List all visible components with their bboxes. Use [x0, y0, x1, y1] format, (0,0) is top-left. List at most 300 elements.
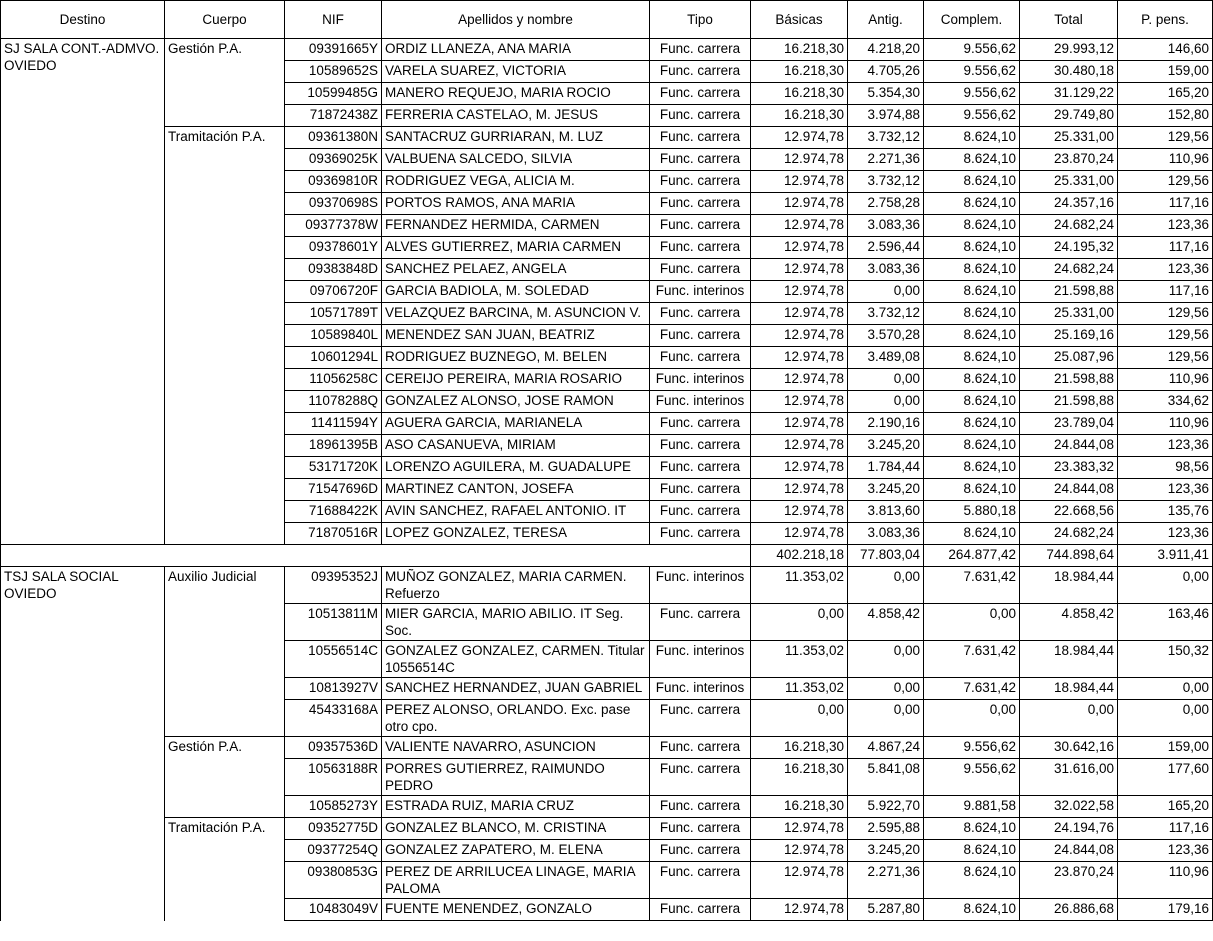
antig-cell: 4.867,24: [848, 737, 924, 759]
destino-cell: SJ SALA CONT.-ADMVO. OVIEDO: [1, 39, 165, 545]
table-row: [1, 818, 1213, 840]
complem-cell: 8.624,10: [924, 457, 1020, 479]
nombre-cell: GONZALEZ ZAPATERO, M. ELENA: [382, 840, 650, 862]
basicas-cell: 12.974,78: [751, 281, 848, 303]
basicas-cell: 0,00: [751, 700, 848, 737]
ppens-cell: 150,32: [1118, 641, 1213, 678]
tipo-cell: Func. carrera: [650, 604, 751, 641]
tipo-cell: Func. carrera: [650, 501, 751, 523]
nombre-cell: GARCIA BADIOLA, M. SOLEDAD: [382, 281, 650, 303]
col-nombre: Apellidos y nombre: [382, 1, 650, 39]
total-cell: 21.598,88: [1020, 281, 1118, 303]
complem-cell: 9.556,62: [924, 105, 1020, 127]
basicas-cell: 12.974,78: [751, 391, 848, 413]
complem-cell: 0,00: [924, 604, 1020, 641]
nombre-cell: ORDIZ LLANEZA, ANA MARIA: [382, 39, 650, 61]
total-cell: 25.331,00: [1020, 303, 1118, 325]
tipo-cell: Func. carrera: [650, 899, 751, 921]
basicas-cell: 16.218,30: [751, 759, 848, 796]
col-nif: NIF: [285, 1, 382, 39]
antig-cell: 5.922,70: [848, 796, 924, 818]
ppens-cell: 146,60: [1118, 39, 1213, 61]
total-cell: 31.616,00: [1020, 759, 1118, 796]
total-cell: 31.129,22: [1020, 83, 1118, 105]
ppens-cell: 129,56: [1118, 171, 1213, 193]
antig-cell: 3.245,20: [848, 479, 924, 501]
antig-cell: 3.489,08: [848, 347, 924, 369]
complem-cell: 8.624,10: [924, 171, 1020, 193]
cuerpo-cell: Gestión P.A.: [165, 39, 285, 127]
nombre-cell: MARTINEZ CANTON, JOSEFA: [382, 479, 650, 501]
complem-cell: 0,00: [924, 700, 1020, 737]
antig-cell: 4.218,20: [848, 39, 924, 61]
nombre-cell: VELAZQUEZ BARCINA, M. ASUNCION V.: [382, 303, 650, 325]
complem-cell: 8.624,10: [924, 862, 1020, 899]
complem-cell: 9.556,62: [924, 39, 1020, 61]
nif-cell: 09395352J: [285, 567, 382, 604]
complem-cell: 8.624,10: [924, 325, 1020, 347]
col-destino: Destino: [1, 1, 165, 39]
complem-cell: 8.624,10: [924, 899, 1020, 921]
tipo-cell: Func. carrera: [650, 840, 751, 862]
nombre-cell: VARELA SUAREZ, VICTORIA: [382, 61, 650, 83]
cuerpo-cell: Auxilio Judicial: [165, 567, 285, 737]
total-cell: 4.858,42: [1020, 604, 1118, 641]
nombre-cell: VALBUENA SALCEDO, SILVIA: [382, 149, 650, 171]
ppens-cell: 334,62: [1118, 391, 1213, 413]
nif-cell: 11056258C: [285, 369, 382, 391]
tipo-cell: Func. carrera: [650, 818, 751, 840]
total-cell: 24.195,32: [1020, 237, 1118, 259]
tipo-cell: Func. carrera: [650, 237, 751, 259]
nombre-cell: PEREZ DE ARRILUCEA LINAGE, MARIA PALOMA: [382, 862, 650, 899]
nombre-cell: FUENTE MENENDEZ, GONZALO: [382, 899, 650, 921]
nif-cell: 09378601Y: [285, 237, 382, 259]
nif-cell: 10589652S: [285, 61, 382, 83]
complem-cell: 8.624,10: [924, 523, 1020, 545]
ppens-cell: 110,96: [1118, 413, 1213, 435]
basicas-cell: 12.974,78: [751, 149, 848, 171]
basicas-cell: 0,00: [751, 604, 848, 641]
ppens-cell: 0,00: [1118, 567, 1213, 604]
nombre-cell: GONZALEZ GONZALEZ, CARMEN. Titular 10556514C: [382, 641, 650, 678]
antig-cell: 0,00: [848, 700, 924, 737]
tipo-cell: Func. carrera: [650, 127, 751, 149]
basicas-cell: 12.974,78: [751, 303, 848, 325]
tipo-cell: Func. carrera: [650, 523, 751, 545]
nombre-cell: FERRERIA CASTELAO, M. JESUS: [382, 105, 650, 127]
ppens-cell: 159,00: [1118, 61, 1213, 83]
complem-cell: 8.624,10: [924, 259, 1020, 281]
complem-cell: 8.624,10: [924, 840, 1020, 862]
nif-cell: 45433168A: [285, 700, 382, 737]
nif-cell: 71870516R: [285, 523, 382, 545]
basicas-cell: 12.974,78: [751, 127, 848, 149]
nif-cell: 10556514C: [285, 641, 382, 678]
nombre-cell: PORTOS RAMOS, ANA MARIA: [382, 193, 650, 215]
total-cell: 23.789,04: [1020, 413, 1118, 435]
nif-cell: 09357536D: [285, 737, 382, 759]
basicas-cell: 16.218,30: [751, 83, 848, 105]
basicas-cell: 12.974,78: [751, 171, 848, 193]
basicas-cell: 12.974,78: [751, 457, 848, 479]
nif-cell: 53171720K: [285, 457, 382, 479]
basicas-cell: 11.353,02: [751, 567, 848, 604]
complem-cell: 8.624,10: [924, 818, 1020, 840]
col-ppens: P. pens.: [1118, 1, 1213, 39]
table-body: [1, 39, 1213, 921]
ppens-cell: 98,56: [1118, 457, 1213, 479]
nif-cell: 10585273Y: [285, 796, 382, 818]
complem-cell: 5.880,18: [924, 501, 1020, 523]
total-cell: 24.194,76: [1020, 818, 1118, 840]
nif-cell: 10571789T: [285, 303, 382, 325]
total-cell: 23.870,24: [1020, 862, 1118, 899]
basicas-cell: 12.974,78: [751, 862, 848, 899]
total-cell: 24.844,08: [1020, 840, 1118, 862]
antig-cell: 3.732,12: [848, 171, 924, 193]
basicas-cell: 12.974,78: [751, 237, 848, 259]
tipo-cell: Func. carrera: [650, 61, 751, 83]
nif-cell: 09369025K: [285, 149, 382, 171]
antig-cell: 3.732,12: [848, 127, 924, 149]
tipo-cell: Func. carrera: [650, 39, 751, 61]
col-basicas: Básicas: [751, 1, 848, 39]
ppens-cell: 123,36: [1118, 523, 1213, 545]
nombre-cell: MANERO REQUEJO, MARIA ROCIO: [382, 83, 650, 105]
antig-cell: 0,00: [848, 281, 924, 303]
total-cell: 18.984,44: [1020, 678, 1118, 700]
nombre-cell: GONZALEZ BLANCO, M. CRISTINA: [382, 818, 650, 840]
ppens-cell: 110,96: [1118, 149, 1213, 171]
tipo-cell: Func. interinos: [650, 281, 751, 303]
totals-blank-cell: [382, 545, 650, 567]
complem-cell: 8.624,10: [924, 127, 1020, 149]
basicas-cell: 12.974,78: [751, 369, 848, 391]
ppens-cell: 129,56: [1118, 325, 1213, 347]
nif-cell: 11078288Q: [285, 391, 382, 413]
ppens-cell: 117,16: [1118, 281, 1213, 303]
nombre-cell: AVIN SANCHEZ, RAFAEL ANTONIO. IT: [382, 501, 650, 523]
tipo-cell: Func. carrera: [650, 347, 751, 369]
total-cell: 24.682,24: [1020, 523, 1118, 545]
nif-cell: 09706720F: [285, 281, 382, 303]
antig-cell: 2.758,28: [848, 193, 924, 215]
nombre-cell: LORENZO AGUILERA, M. GUADALUPE: [382, 457, 650, 479]
complem-cell: 8.624,10: [924, 303, 1020, 325]
total-cell: 24.682,24: [1020, 215, 1118, 237]
complem-cell: 9.556,62: [924, 83, 1020, 105]
col-complem: Complem.: [924, 1, 1020, 39]
complem-cell: 8.624,10: [924, 347, 1020, 369]
tipo-cell: Func. carrera: [650, 259, 751, 281]
antig-cell: 5.287,80: [848, 899, 924, 921]
complem-cell: 9.556,62: [924, 759, 1020, 796]
total-cell: 29.749,80: [1020, 105, 1118, 127]
nombre-cell: SANCHEZ PELAEZ, ANGELA: [382, 259, 650, 281]
antig-cell: 3.245,20: [848, 840, 924, 862]
ppens-cell: 159,00: [1118, 737, 1213, 759]
nif-cell: 18961395B: [285, 435, 382, 457]
antig-cell: 0,00: [848, 567, 924, 604]
table-row: [1, 127, 1213, 149]
nif-cell: 10589840L: [285, 325, 382, 347]
nif-cell: 09383848D: [285, 259, 382, 281]
basicas-cell: 12.974,78: [751, 193, 848, 215]
destino-cell: TSJ SALA SOCIAL OVIEDO: [1, 567, 165, 921]
antig-cell: 4.705,26: [848, 61, 924, 83]
complem-cell: 8.624,10: [924, 391, 1020, 413]
nombre-cell: PORRES GUTIERREZ, RAIMUNDO PEDRO: [382, 759, 650, 796]
tipo-cell: Func. carrera: [650, 193, 751, 215]
nif-cell: 09391665Y: [285, 39, 382, 61]
complem-cell: 7.631,42: [924, 567, 1020, 604]
basicas-cell: 16.218,30: [751, 39, 848, 61]
totals-blank-cell: [165, 545, 285, 567]
total-value-cell: 264.877,42: [924, 545, 1020, 567]
basicas-cell: 12.974,78: [751, 325, 848, 347]
nif-cell: 10599485G: [285, 83, 382, 105]
total-cell: 23.383,32: [1020, 457, 1118, 479]
total-value-cell: 3.911,41: [1118, 545, 1213, 567]
basicas-cell: 12.974,78: [751, 215, 848, 237]
tipo-cell: Func. carrera: [650, 759, 751, 796]
tipo-cell: Func. carrera: [650, 796, 751, 818]
nif-cell: 10513811M: [285, 604, 382, 641]
antig-cell: 3.083,36: [848, 215, 924, 237]
nombre-cell: RODRIGUEZ BUZNEGO, M. BELEN: [382, 347, 650, 369]
total-cell: 24.357,16: [1020, 193, 1118, 215]
complem-cell: 8.624,10: [924, 413, 1020, 435]
tipo-cell: Func. carrera: [650, 700, 751, 737]
cuerpo-cell: Gestión P.A.: [165, 737, 285, 818]
total-value-cell: 77.803,04: [848, 545, 924, 567]
basicas-cell: 16.218,30: [751, 737, 848, 759]
nombre-cell: MIER GARCIA, MARIO ABILIO. IT Seg. Soc.: [382, 604, 650, 641]
tipo-cell: Func. interinos: [650, 391, 751, 413]
complem-cell: 8.624,10: [924, 435, 1020, 457]
tipo-cell: Func. carrera: [650, 149, 751, 171]
basicas-cell: 12.974,78: [751, 523, 848, 545]
antig-cell: 2.595,88: [848, 818, 924, 840]
cuerpo-cell: Tramitación P.A.: [165, 127, 285, 545]
antig-cell: 5.354,30: [848, 83, 924, 105]
total-cell: 26.886,68: [1020, 899, 1118, 921]
nombre-cell: ALVES GUTIERREZ, MARIA CARMEN: [382, 237, 650, 259]
totals-blank-cell: [650, 545, 751, 567]
tipo-cell: Func. carrera: [650, 325, 751, 347]
total-cell: 21.598,88: [1020, 391, 1118, 413]
ppens-cell: 152,80: [1118, 105, 1213, 127]
antig-cell: 3.245,20: [848, 435, 924, 457]
ppens-cell: 117,16: [1118, 818, 1213, 840]
tipo-cell: Func. carrera: [650, 83, 751, 105]
ppens-cell: 129,56: [1118, 127, 1213, 149]
table-row: [1, 567, 1213, 604]
nombre-cell: SANTACRUZ GURRIARAN, M. LUZ: [382, 127, 650, 149]
tipo-cell: Func. carrera: [650, 457, 751, 479]
totals-row: [1, 545, 1213, 567]
antig-cell: 3.083,36: [848, 523, 924, 545]
antig-cell: 3.813,60: [848, 501, 924, 523]
tipo-cell: Func. carrera: [650, 479, 751, 501]
basicas-cell: 16.218,30: [751, 61, 848, 83]
col-cuerpo: Cuerpo: [165, 1, 285, 39]
nif-cell: 09377254Q: [285, 840, 382, 862]
ppens-cell: 177,60: [1118, 759, 1213, 796]
ppens-cell: 129,56: [1118, 303, 1213, 325]
nombre-cell: VALIENTE NAVARRO, ASUNCION: [382, 737, 650, 759]
ppens-cell: 110,96: [1118, 862, 1213, 899]
complem-cell: 7.631,42: [924, 678, 1020, 700]
ppens-cell: 123,36: [1118, 479, 1213, 501]
nif-cell: 09361380N: [285, 127, 382, 149]
total-cell: 22.668,56: [1020, 501, 1118, 523]
total-cell: 30.642,16: [1020, 737, 1118, 759]
basicas-cell: 12.974,78: [751, 818, 848, 840]
total-cell: 25.331,00: [1020, 171, 1118, 193]
total-cell: 18.984,44: [1020, 567, 1118, 604]
total-value-cell: 744.898,64: [1020, 545, 1118, 567]
nombre-cell: ESTRADA RUIZ, MARIA CRUZ: [382, 796, 650, 818]
total-cell: 23.870,24: [1020, 149, 1118, 171]
ppens-cell: 123,36: [1118, 259, 1213, 281]
nombre-cell: AGUERA GARCIA, MARIANELA: [382, 413, 650, 435]
tipo-cell: Func. interinos: [650, 678, 751, 700]
tipo-cell: Func. carrera: [650, 737, 751, 759]
ppens-cell: 123,36: [1118, 840, 1213, 862]
basicas-cell: 16.218,30: [751, 105, 848, 127]
total-cell: 21.598,88: [1020, 369, 1118, 391]
nombre-cell: LOPEZ GONZALEZ, TERESA: [382, 523, 650, 545]
tipo-cell: Func. carrera: [650, 215, 751, 237]
complem-cell: 8.624,10: [924, 237, 1020, 259]
tipo-cell: Func. carrera: [650, 862, 751, 899]
ppens-cell: 179,16: [1118, 899, 1213, 921]
cuerpo-cell: Tramitación P.A.: [165, 818, 285, 921]
nombre-cell: GONZALEZ ALONSO, JOSE RAMON: [382, 391, 650, 413]
nombre-cell: MUÑOZ GONZALEZ, MARIA CARMEN. Refuerzo: [382, 567, 650, 604]
nombre-cell: RODRIGUEZ VEGA, ALICIA M.: [382, 171, 650, 193]
basicas-cell: 12.974,78: [751, 347, 848, 369]
nif-cell: 09352775D: [285, 818, 382, 840]
nif-cell: 10601294L: [285, 347, 382, 369]
basicas-cell: 11.353,02: [751, 641, 848, 678]
basicas-cell: 12.974,78: [751, 899, 848, 921]
ppens-cell: 123,36: [1118, 435, 1213, 457]
complem-cell: 8.624,10: [924, 281, 1020, 303]
nombre-cell: SANCHEZ HERNANDEZ, JUAN GABRIEL: [382, 678, 650, 700]
nif-cell: 71547696D: [285, 479, 382, 501]
ppens-cell: 163,46: [1118, 604, 1213, 641]
tipo-cell: Func. carrera: [650, 303, 751, 325]
ppens-cell: 117,16: [1118, 237, 1213, 259]
complem-cell: 8.624,10: [924, 215, 1020, 237]
total-cell: 32.022,58: [1020, 796, 1118, 818]
complem-cell: 9.556,62: [924, 737, 1020, 759]
antig-cell: 2.271,36: [848, 149, 924, 171]
total-cell: 24.682,24: [1020, 259, 1118, 281]
antig-cell: 3.570,28: [848, 325, 924, 347]
complem-cell: 8.624,10: [924, 369, 1020, 391]
tipo-cell: Func. interinos: [650, 641, 751, 678]
table-row: [1, 737, 1213, 759]
nif-cell: 71688422K: [285, 501, 382, 523]
ppens-cell: 123,36: [1118, 215, 1213, 237]
tipo-cell: Func. carrera: [650, 435, 751, 457]
antig-cell: 2.271,36: [848, 862, 924, 899]
antig-cell: 1.784,44: [848, 457, 924, 479]
complem-cell: 9.881,58: [924, 796, 1020, 818]
total-cell: 30.480,18: [1020, 61, 1118, 83]
total-cell: 0,00: [1020, 700, 1118, 737]
basicas-cell: 16.218,30: [751, 796, 848, 818]
nif-cell: 10563188R: [285, 759, 382, 796]
antig-cell: 3.974,88: [848, 105, 924, 127]
antig-cell: 3.732,12: [848, 303, 924, 325]
table-header: [1, 1, 1213, 39]
tipo-cell: Func. interinos: [650, 369, 751, 391]
tipo-cell: Func. carrera: [650, 413, 751, 435]
tipo-cell: Func. interinos: [650, 567, 751, 604]
ppens-cell: 0,00: [1118, 700, 1213, 737]
nif-cell: 10813927V: [285, 678, 382, 700]
antig-cell: 0,00: [848, 678, 924, 700]
total-cell: 25.331,00: [1020, 127, 1118, 149]
complem-cell: 7.631,42: [924, 641, 1020, 678]
nif-cell: 10483049V: [285, 899, 382, 921]
col-tipo: Tipo: [650, 1, 751, 39]
basicas-cell: 12.974,78: [751, 435, 848, 457]
total-cell: 25.087,96: [1020, 347, 1118, 369]
basicas-cell: 12.974,78: [751, 413, 848, 435]
nif-cell: 09370698S: [285, 193, 382, 215]
nif-cell: 09377378W: [285, 215, 382, 237]
antig-cell: 4.858,42: [848, 604, 924, 641]
ppens-cell: 0,00: [1118, 678, 1213, 700]
ppens-cell: 129,56: [1118, 347, 1213, 369]
total-cell: 24.844,08: [1020, 435, 1118, 457]
ppens-cell: 117,16: [1118, 193, 1213, 215]
tipo-cell: Func. carrera: [650, 171, 751, 193]
complem-cell: 8.624,10: [924, 193, 1020, 215]
nif-cell: 71872438Z: [285, 105, 382, 127]
table-row: [1, 39, 1213, 61]
col-total: Total: [1020, 1, 1118, 39]
ppens-cell: 165,20: [1118, 83, 1213, 105]
basicas-cell: 11.353,02: [751, 678, 848, 700]
total-cell: 18.984,44: [1020, 641, 1118, 678]
basicas-cell: 12.974,78: [751, 501, 848, 523]
antig-cell: 0,00: [848, 369, 924, 391]
total-cell: 24.844,08: [1020, 479, 1118, 501]
nif-cell: 09380853G: [285, 862, 382, 899]
nombre-cell: CEREIJO PEREIRA, MARIA ROSARIO: [382, 369, 650, 391]
antig-cell: 5.841,08: [848, 759, 924, 796]
ppens-cell: 135,76: [1118, 501, 1213, 523]
ppens-cell: 165,20: [1118, 796, 1213, 818]
nombre-cell: PEREZ ALONSO, ORLANDO. Exc. pase otro cpo.: [382, 700, 650, 737]
nif-cell: 11411594Y: [285, 413, 382, 435]
antig-cell: 0,00: [848, 641, 924, 678]
complem-cell: 8.624,10: [924, 479, 1020, 501]
antig-cell: 0,00: [848, 391, 924, 413]
nombre-cell: FERNANDEZ HERMIDA, CARMEN: [382, 215, 650, 237]
totals-blank-cell: [1, 545, 165, 567]
total-value-cell: 402.218,18: [751, 545, 848, 567]
antig-cell: 3.083,36: [848, 259, 924, 281]
nif-cell: 09369810R: [285, 171, 382, 193]
